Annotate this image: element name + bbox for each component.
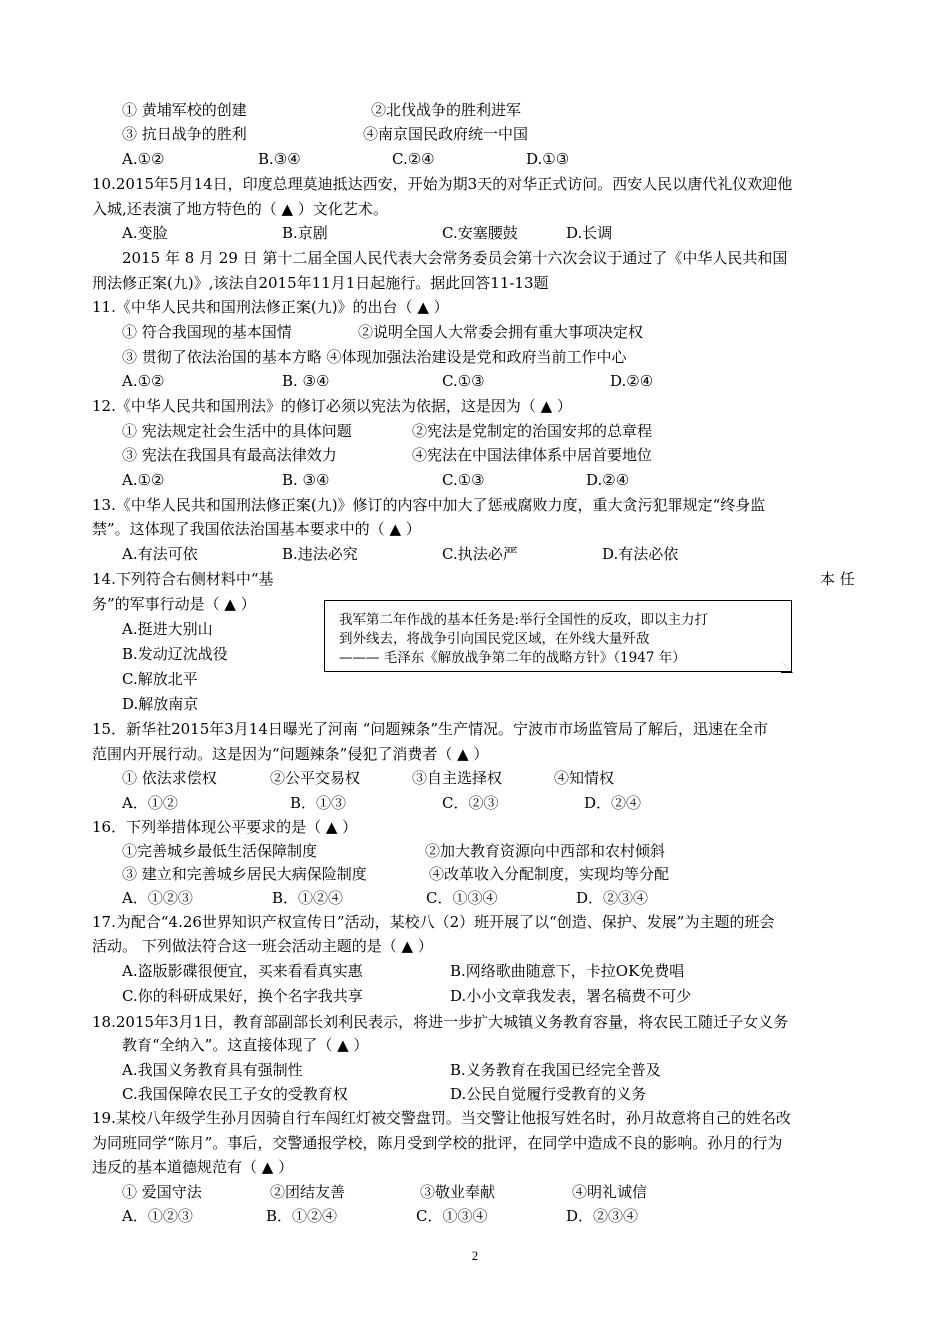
text-line: [0, 271, 950, 296]
text-segment: ③敬业奉献: [420, 1183, 496, 1201]
text-line: [0, 886, 950, 911]
text-line: [0, 394, 950, 419]
text-segment: C.执法必严: [442, 545, 518, 563]
page-number: 2: [471, 1248, 479, 1263]
text-segment: D.①③: [526, 150, 570, 168]
text-segment: D.有法必依: [602, 545, 679, 563]
text-segment: C.你的科研成果好，换个名字我共享: [122, 987, 363, 1005]
text-segment: ① 黄埔军校的创建: [122, 101, 247, 119]
text-segment: 11.《中华人民共和国刑法修正案(九)》的出台（ ▲ ）: [92, 298, 449, 316]
text-line: [0, 369, 950, 394]
text-segment: ④知情权: [554, 769, 615, 787]
text-segment: A．①②: [122, 794, 178, 812]
text-segment: 本 任: [820, 570, 855, 588]
text-segment: 12.《中华人民共和国刑法》的修订必须以宪法为依据，这是因为（ ▲ ）: [92, 397, 572, 415]
text-line: [0, 910, 950, 935]
text-line: [0, 443, 950, 468]
text-segment: 活动。 下列做法符合这一班会活动主题的是（ ▲ ）: [92, 937, 433, 955]
text-segment: B.违法必究: [282, 545, 358, 563]
text-segment: 18.2015年3月1日，教育部副部长刘利民表示，将进一步扩大城镇义务教育容量，将农民工随迁子女义务: [92, 1013, 789, 1031]
text-segment: ②团结友善: [270, 1183, 346, 1201]
text-line: [0, 984, 950, 1009]
text-line: [0, 742, 950, 767]
text-segment: B.义务教育在我国已经完全普及: [450, 1061, 661, 1079]
text-segment: ④宪法在中国法律体系中居首要地位: [412, 446, 653, 464]
text-line: [0, 567, 950, 592]
text-segment: ③自主选择权: [412, 769, 503, 787]
text-segment: B. ③④: [282, 471, 330, 489]
text-line: [0, 122, 950, 147]
text-segment: ④明礼诚信: [572, 1183, 648, 1201]
text-segment: ①完善城乡最低生活保障制度: [122, 842, 318, 860]
text-line: [0, 692, 950, 717]
text-segment: 范围内开展行动。这是因为“问题辣条”侵犯了消费者（ ▲ ）: [92, 745, 489, 763]
text-line: [0, 1010, 950, 1035]
text-segment: 刑法修正案(九)》,该法自2015年11月1日起施行。据此回答11-13题: [92, 274, 549, 292]
text-line: [0, 862, 950, 887]
text-segment: B.京剧: [282, 224, 328, 242]
text-segment: A.挺进大别山: [122, 620, 213, 638]
text-line: [0, 1180, 950, 1205]
text-line: [0, 221, 950, 246]
text-segment: B.③④: [258, 150, 301, 168]
text-segment: D．②③④: [576, 889, 649, 907]
text-line: [0, 1106, 950, 1131]
text-segment: C.解放北平: [122, 670, 198, 688]
text-segment: B．①②④: [266, 1207, 338, 1225]
text-segment: A.我国义务教育具有强制性: [122, 1061, 303, 1079]
text-segment: 为同班同学“陈月”。事后，交警通报学校，陈月受到学校的批评，在同学中造成不良的影响。孙月的行为: [92, 1134, 783, 1152]
text-line: [0, 468, 950, 493]
text-line: [0, 766, 950, 791]
text-segment: A.①②: [122, 372, 165, 390]
text-line: [0, 345, 950, 370]
text-segment: ②公平交易权: [270, 769, 361, 787]
text-segment: B. ③④: [282, 372, 330, 390]
text-segment: 教育“全纳入”。这直接体现了（ ▲ ）: [122, 1036, 369, 1054]
text-segment: A.变脸: [122, 224, 168, 242]
text-segment: 禁”。这体现了我国依法治国基本要求中的（ ▲ ）: [92, 520, 421, 538]
text-segment: 务”的军事行动是（ ▲ ）: [92, 595, 256, 613]
text-segment: 入城,还表演了地方特色的（ ▲ ）文化艺术。: [92, 200, 388, 218]
text-line: [0, 493, 950, 518]
text-segment: D．②③④: [566, 1207, 639, 1225]
text-line: [0, 98, 950, 123]
text-line: [0, 791, 950, 816]
text-segment: B.发动辽沈战役: [122, 645, 228, 663]
text-segment: 16．下列举措体现公平要求的是（ ▲ ）: [92, 818, 358, 836]
text-segment: 14.下列符合右侧材料中“基: [92, 570, 274, 588]
text-line: [0, 197, 950, 222]
text-segment: 违反的基本道德规范有（ ▲ ）: [92, 1158, 294, 1176]
text-segment: ④改革收入分配制度，实现均等分配: [429, 865, 670, 883]
text-line: [0, 1155, 950, 1180]
text-segment: A.有法可依: [122, 545, 198, 563]
text-segment: A.①②: [122, 150, 165, 168]
text-segment: D.公民自觉履行受教育的义务: [450, 1085, 647, 1103]
text-line: [0, 147, 950, 172]
text-segment: ① 符合我国现的基本国情: [122, 323, 292, 341]
text-line: [0, 717, 950, 742]
text-segment: C．①③④: [416, 1207, 488, 1225]
text-segment: ③ 建立和完善城乡居民大病保险制度: [122, 865, 367, 883]
text-segment: ④南京国民政府统一中国: [363, 125, 529, 143]
text-segment: A.盗版影碟很便宜，买来看看真实惠: [122, 962, 363, 980]
text-segment: D.长调: [566, 224, 613, 242]
text-line: [0, 542, 950, 567]
text-segment: A．①②③: [122, 889, 193, 907]
text-line: [0, 839, 950, 864]
text-segment: B．①③: [290, 794, 347, 812]
text-segment: ②加大教育资源向中西部和农村倾斜: [425, 842, 666, 860]
text-segment: 10.2015年5月14日，印度总理莫迪抵达西安，开始为期3天的对华正式访问。西安人民以唐代礼仪欢迎他: [92, 175, 793, 193]
text-segment: A.①②: [122, 471, 165, 489]
text-line: [0, 320, 950, 345]
text-segment: C.②④: [392, 150, 435, 168]
text-segment: ③ 宪法在我国具有最高法律效力: [122, 446, 337, 464]
text-segment: ① 宪法规定社会生活中的具体问题: [122, 422, 352, 440]
text-segment: ②北伐战争的胜利进军: [371, 101, 522, 119]
text-segment: ③ 贯彻了依法治国的基本方略 ④体现加强法治建设是党和政府当前工作中心: [122, 348, 627, 366]
text-segment: C.我国保障农民工子女的受教育权: [122, 1085, 348, 1103]
quote-line: 到外线去，将战争引向国民党区域，在外线大量歼敌: [339, 631, 650, 647]
text-segment: ① 依法求偿权: [122, 769, 217, 787]
text-segment: B.网络歌曲随意下，卡拉OK免费唱: [450, 962, 685, 980]
text-segment: 19.某校八年级学生孙月因骑自行车闯红灯被交警盘罚。当交警让他报写姓名时，孙月故意将自己的姓名改: [92, 1109, 791, 1127]
text-segment: C.①③: [442, 372, 485, 390]
text-line: [0, 295, 950, 320]
text-segment: D.②④: [586, 471, 630, 489]
text-segment: D.解放南京: [122, 695, 199, 713]
text-segment: D.小小文章我发表，署名稿费不可少: [450, 987, 692, 1005]
text-segment: 2015 年 8 月 29 日 第十二届全国人民代表大会常务委员会第十六次会议于通过了《中华人民共和国: [122, 249, 788, 267]
folded-corner-inner: [781, 661, 791, 671]
quote-line: 我军第二年作战的基本任务是:举行全国性的反攻，即以主力打: [339, 612, 709, 628]
text-segment: ②宪法是党制定的治国安邦的总章程: [412, 422, 653, 440]
text-line: [0, 419, 950, 444]
text-segment: ②说明全国人大常委会拥有重大事项决定权: [358, 323, 644, 341]
text-segment: C.安塞腰鼓: [442, 224, 518, 242]
text-line: [0, 1131, 950, 1156]
text-line: [0, 1058, 950, 1083]
text-line: [0, 1082, 950, 1107]
text-segment: ③ 抗日战争的胜利: [122, 125, 247, 143]
text-line: [0, 959, 950, 984]
text-segment: C．②③: [442, 794, 499, 812]
text-line: [0, 172, 950, 197]
text-segment: C．①③④: [426, 889, 498, 907]
text-segment: 17.为配合“4.26世界知识产权宣传日”活动，某校八（2）班开展了以“创造、保护、发展”为主题的班会: [92, 913, 775, 931]
text-line: [0, 815, 950, 840]
text-line: [0, 1033, 950, 1058]
text-segment: 13.《中华人民共和国刑法修正案(九)》修订的内容中加大了惩戒腐败力度，重大贪污犯罪规定“终身监: [92, 496, 766, 514]
text-segment: 15．新华社2015年3月14日曝光了河南 “问题辣条”生产情况。宁波市市场监管局了解后，迅速在全市: [92, 720, 769, 738]
text-segment: A．①②③: [122, 1207, 193, 1225]
quote-box: [324, 600, 792, 672]
text-line: [0, 517, 950, 542]
text-line: [0, 246, 950, 271]
text-segment: D.②④: [610, 372, 654, 390]
text-line: [0, 1204, 950, 1229]
text-segment: D．②④: [584, 794, 642, 812]
text-segment: C.①③: [442, 471, 485, 489]
text-segment: ① 爱国守法: [122, 1183, 202, 1201]
quote-source: ——— 毛泽东《解放战争第二年的战略方针》（1947 年）: [339, 650, 686, 666]
text-segment: B．①②④: [272, 889, 344, 907]
text-line: [0, 934, 950, 959]
